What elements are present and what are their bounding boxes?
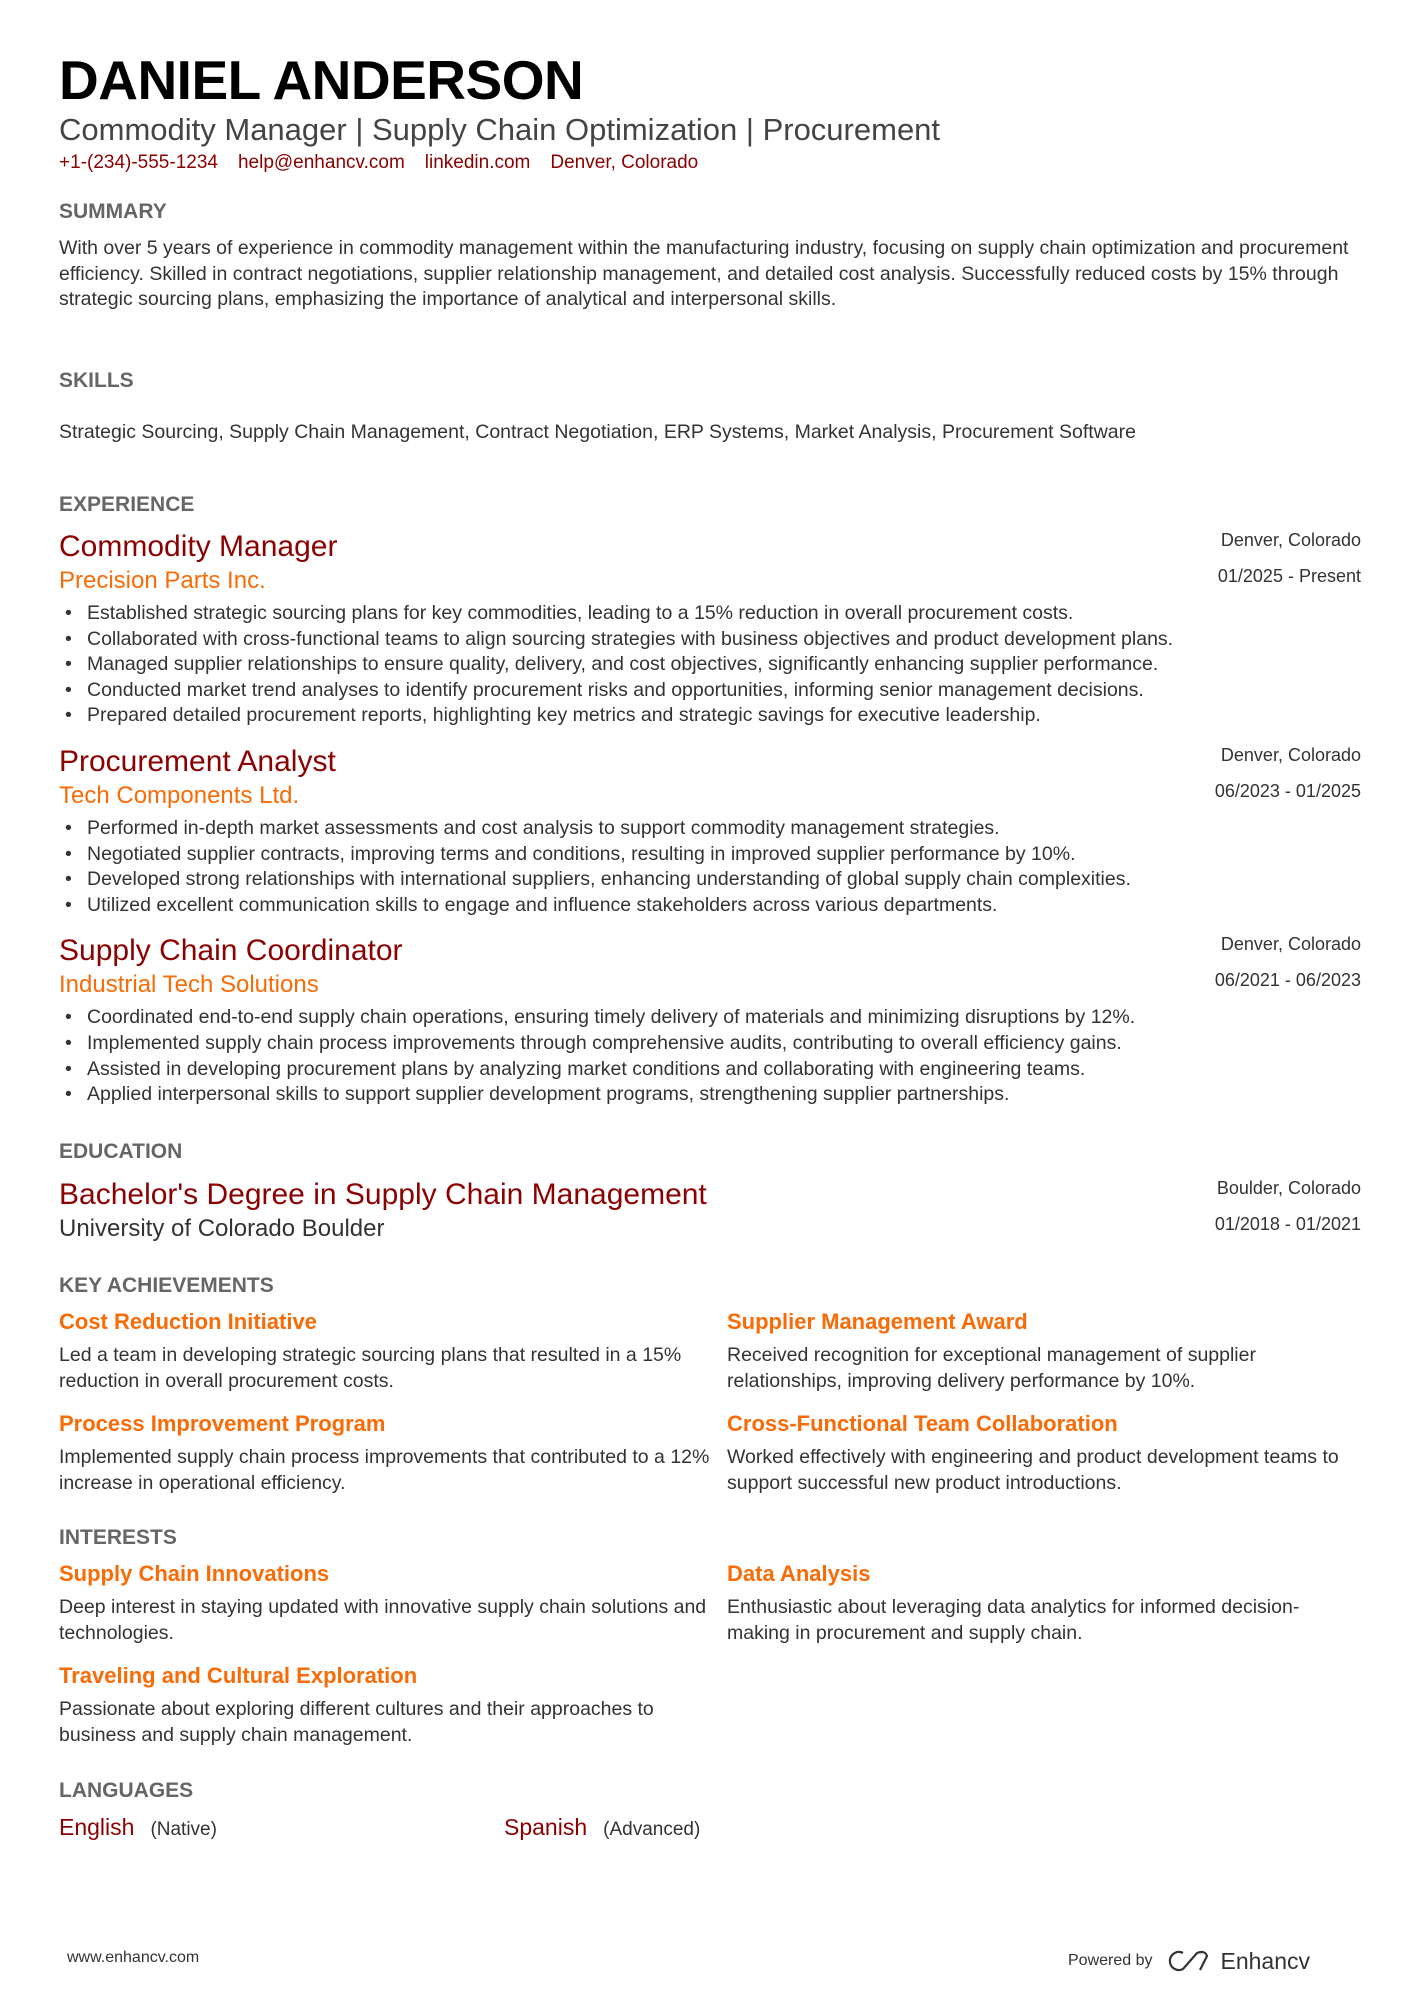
education-heading: EDUCATION [59, 1140, 183, 1163]
achievement-item-title: Cross-Functional Team Collaboration [727, 1411, 1118, 1437]
job-title: Supply Chain Coordinator [59, 934, 403, 968]
job-dates: 01/2025 - Present [1217, 566, 1361, 586]
footer-website[interactable]: www.enhancv.com [67, 1949, 200, 1966]
languages-heading: LANGUAGES [59, 1779, 194, 1802]
interest-item-description: Passionate about exploring different cultures and their approaches to business and supply chain management. [59, 1698, 654, 1746]
candidate-name: DANIEL ANDERSON [59, 49, 584, 111]
interest-item [59, 1559, 727, 1646]
education-location: Boulder, Colorado [1216, 1178, 1361, 1198]
achievement-item-title: Process Improvement Program [59, 1411, 386, 1437]
education-entry [59, 1178, 1361, 1246]
experience-heading: EXPERIENCE [59, 493, 195, 516]
experience-list [59, 530, 1361, 1108]
degree: Bachelor's Degree in Supply Chain Management [59, 1178, 707, 1211]
bullet-item: • Developed strong relationships with international suppliers, enhancing understanding of global supply chain complexities. [59, 867, 1361, 893]
job-entry [59, 745, 1361, 918]
achievement-item-title: Supplier Management Award [727, 1309, 1028, 1334]
achievement-item-description: Received recognition for exceptional management of supplier relationships, improving delivery performance by 10%. [727, 1344, 1256, 1392]
achievement-item [59, 1307, 727, 1394]
interest-item-description: Enthusiastic about leveraging data analytics for informed decision-making in procurement and supply chain. [727, 1596, 1300, 1644]
bullet-item: • Utilized excellent communication skills to engage and influence stakeholders across various departments. [59, 893, 1361, 919]
interest-item-title: Traveling and Cultural Exploration [59, 1663, 418, 1689]
interest-item-description: Deep interest in staying updated with innovative supply chain solutions and technologies. [59, 1596, 707, 1644]
bullet-item: • Established strategic sourcing plans for key commodities, leading to a 15% reduction in overall procurement costs. [59, 601, 1361, 627]
bullet-item: • Conducted market trend analyses to identify procurement risks and opportunities, informing senior management decisions. [59, 678, 1361, 704]
job-bullets [59, 816, 1361, 918]
achievement-item-title: Cost Reduction Initiative [59, 1309, 317, 1334]
location: Denver, Colorado [550, 152, 699, 173]
bullet-item: • Performed in-depth market assessments and cost analysis to support commodity management strategies. [59, 816, 1361, 842]
job-title: Commodity Manager [59, 530, 338, 563]
linkedin-link[interactable]: linkedin.com [424, 152, 531, 173]
job-location: Denver, Colorado [1220, 934, 1361, 955]
interests-heading: INTERESTS [59, 1526, 177, 1549]
interest-item [727, 1559, 1361, 1646]
achievement-item [59, 1409, 727, 1496]
summary-heading: SUMMARY [59, 200, 167, 223]
email-link[interactable]: help@enhancv.com [237, 152, 405, 173]
bullet-item: • Prepared detailed procurement reports, highlighting key metrics and strategic savings for executive leadership. [59, 703, 1361, 729]
achievement-item-description: Led a team in developing strategic sourcing plans that resulted in a 15% reduction in overall procurement costs. [59, 1344, 682, 1392]
language-name: Spanish [504, 1814, 588, 1840]
language-level: (Advanced) [603, 1819, 701, 1840]
phone[interactable]: +1-(234)-555-1234 [59, 152, 218, 173]
company-name: Precision Parts Inc. [59, 567, 266, 594]
job-dates: 06/2021 - 06/2023 [1214, 970, 1361, 991]
achievements-heading: KEY ACHIEVEMENTS [59, 1274, 274, 1297]
achievements-list [59, 1307, 1361, 1496]
footer-branding [1068, 1948, 1310, 1974]
job-dates: 06/2023 - 01/2025 [1214, 780, 1361, 801]
enhancv-logo-icon [1167, 1948, 1213, 1974]
company-name: Industrial Tech Solutions [59, 971, 319, 999]
job-entry [59, 530, 1361, 729]
bullet-item: • Coordinated end-to-end supply chain operations, ensuring timely delivery of materials and minimizing disruptions by 12%. [59, 1005, 1361, 1031]
company-name: Tech Components Ltd. [59, 781, 300, 809]
headline: Commodity Manager | Supply Chain Optimization | Procurement [59, 112, 941, 147]
skills-text: Strategic Sourcing, Supply Chain Management, Contract Negotiation, ERP Systems, Market Analysis, Procurement Software [59, 421, 1136, 443]
bullet-item: • Assisted in developing procurement plans by analyzing market conditions and collaborating with engineering teams. [59, 1057, 1361, 1083]
enhancv-brand: Enhancv [1220, 1948, 1311, 1974]
achievement-item [727, 1409, 1361, 1496]
bullet-item: • Collaborated with cross-functional teams to align sourcing strategies with business objectives and product development plans. [59, 627, 1361, 653]
summary-text: With over 5 years of experience in commodity management within the manufacturing industry, focusing on supply chain optimization and procurement efficiency. Skilled in contract negotiations, supplier relationship management, and detailed cost analysis. Successfully reduced costs by 15% through strategic sourcing plans, emphasizing the importance of analytical and interpersonal skills. [59, 237, 1349, 311]
job-bullets [59, 601, 1361, 729]
achievement-item-description: Implemented supply chain process improvements that contributed to a 12% increase in operational efficiency. [59, 1446, 710, 1494]
skills-heading: SKILLS [59, 369, 134, 392]
bullet-item: • Implemented supply chain process improvements through comprehensive audits, contributing to overall efficiency gains. [59, 1031, 1361, 1057]
contact-info [59, 151, 1361, 175]
powered-by-label: Powered by [1068, 1952, 1153, 1969]
job-location: Denver, Colorado [1220, 530, 1361, 550]
language-level: (Native) [150, 1819, 217, 1840]
interest-item [59, 1661, 727, 1748]
language-item [59, 1812, 217, 1842]
education-dates: 01/2018 - 01/2021 [1214, 1214, 1361, 1234]
job-bullets [59, 1005, 1361, 1107]
job-entry [59, 934, 1361, 1107]
bullet-item: • Applied interpersonal skills to support supplier development programs, strengthening supplier partnerships. [59, 1082, 1361, 1108]
language-item [504, 1812, 700, 1842]
interests-list [59, 1559, 1361, 1748]
job-title: Procurement Analyst [59, 744, 336, 778]
interest-item-title: Data Analysis [727, 1561, 871, 1586]
achievement-item [727, 1307, 1361, 1394]
school: University of Colorado Boulder [59, 1215, 385, 1242]
language-name: English [59, 1814, 135, 1840]
bullet-item: • Negotiated supplier contracts, improving terms and conditions, resulting in improved supplier performance by 10%. [59, 842, 1361, 868]
job-location: Denver, Colorado [1220, 744, 1361, 765]
bullet-item: • Managed supplier relationships to ensure quality, delivery, and cost objectives, significantly enhancing supplier performance. [59, 652, 1361, 678]
interest-item-title: Supply Chain Innovations [59, 1561, 330, 1586]
achievement-item-description: Worked effectively with engineering and product development teams to support successful new product introductions. [727, 1446, 1339, 1494]
